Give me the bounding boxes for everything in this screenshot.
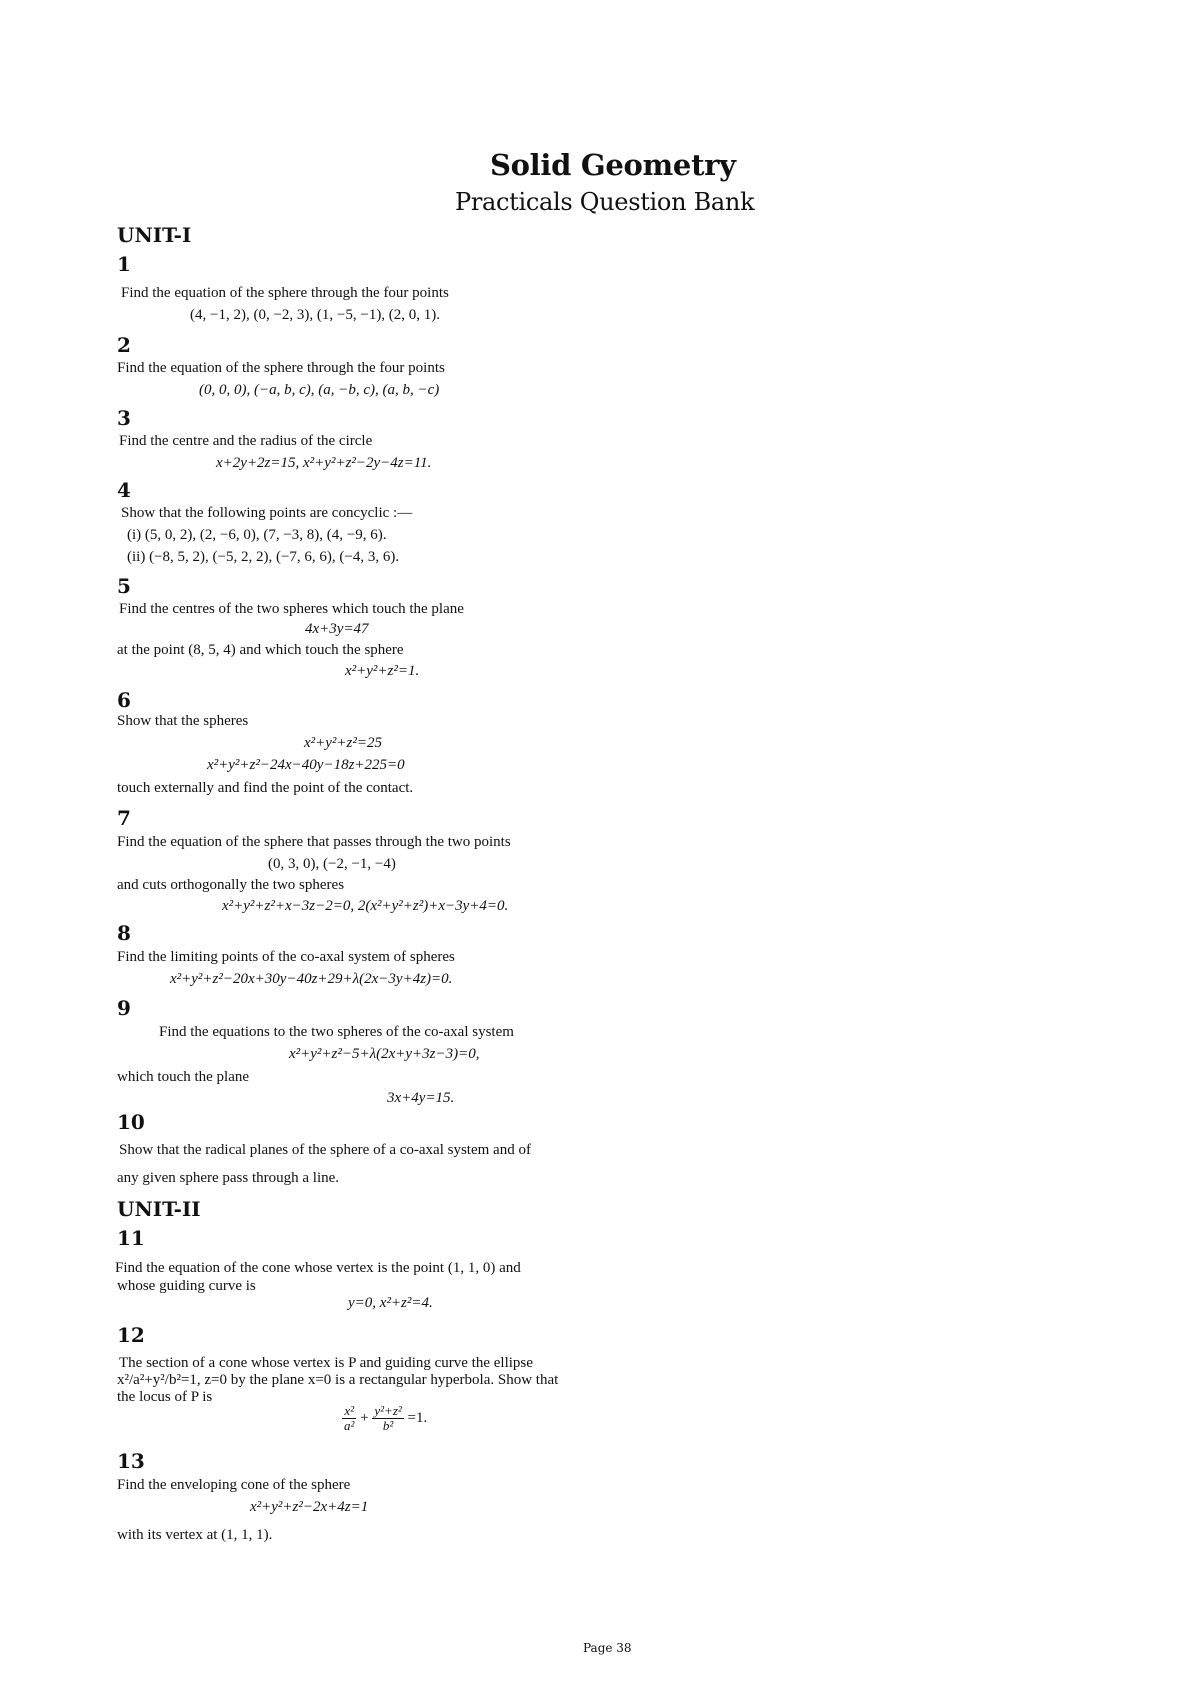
question-number: 11 (117, 1226, 145, 1250)
question-text: any given sphere pass through a line. (117, 1170, 340, 1186)
question-text: touch externally and find the point of the contact. (117, 780, 414, 796)
question-text: Show that the following points are concyclic :— (121, 505, 413, 521)
fraction-yz-over-b: $\frac{\text{y²+z²}}{\text{b²}}$ (374, 1403, 402, 1433)
question-text: Show that the radical planes of the sphere of a co-axal system and of (119, 1142, 531, 1158)
question-math: 4x+3y=47 (305, 621, 369, 637)
page-subtitle: Practicals Question Bank (455, 188, 755, 216)
question-math: x²+y²+z²−20x+30y−40z+29+λ(2x−3y+4z)=0. (170, 971, 453, 987)
page-title: Solid Geometry (490, 148, 736, 182)
question-math: x+2y+2z=15, x²+y²+z²−2y−4z=11. (216, 455, 432, 471)
question-text: at the point (8, 5, 4) and which touch the sphere (117, 642, 404, 658)
question-number: 5 (117, 574, 131, 598)
question-math: (ii) (−8, 5, 2), (−5, 2, 2), (−7, 6, 6), (−4, 3, 6). (127, 549, 400, 565)
question-text: Find the equations to the two spheres of the co-axal system (159, 1024, 514, 1040)
question-text: whose guiding curve is (117, 1278, 256, 1294)
question-math: (i) (5, 0, 2), (2, −6, 0), (7, −3, 8), (4, −9, 6). (127, 527, 387, 543)
question-math: (4, −1, 2), (0, −2, 3), (1, −5, −1), (2, 0, 1). (190, 307, 441, 323)
question-text: Find the equation of the cone whose vertex is the point (1, 1, 0) and (115, 1260, 521, 1276)
question-number: 6 (117, 688, 131, 712)
question-text: Find the equation of the sphere through the four points (121, 285, 449, 301)
question-number: 12 (117, 1323, 145, 1347)
unit-heading: UNIT-II (117, 1197, 201, 1221)
question-text: Show that the spheres (117, 713, 249, 729)
question-text: Find the equation of the sphere that passes through the two points (117, 834, 511, 850)
question-text: x²/a²+y²/b²=1, z=0 by the plane x=0 is a rectangular hyperbola. Show that (117, 1372, 559, 1388)
question-math: (0, 0, 0), (−a, b, c), (a, −b, c), (a, b, −c) (199, 382, 440, 398)
question-number: 7 (117, 806, 131, 830)
question-number: 9 (117, 996, 131, 1020)
question-math: x²+y²+z²=1. (345, 663, 420, 679)
question-text: and cuts orthogonally the two spheres (117, 877, 345, 893)
question-math: y=0, x²+z²=4. (348, 1295, 433, 1311)
question-text: Find the centres of the two spheres which touch the plane (119, 601, 464, 617)
question-math: x²+y²+z²−24x−40y−18z+225=0 (207, 757, 405, 773)
question-math: (0, 3, 0), (−2, −1, −4) (268, 856, 396, 872)
question-math: x²+y²+z²−5+λ(2x+y+3z−3)=0, (289, 1046, 480, 1062)
question-text: The section of a cone whose vertex is P and guiding curve the ellipse (119, 1355, 533, 1371)
question-number: 3 (117, 406, 131, 430)
page-number: Page 38 (583, 1641, 632, 1655)
question-number: 4 (117, 478, 131, 502)
question-math: x²+y²+z²+x−3z−2=0, 2(x²+y²+z²)+x−3y+4=0. (222, 898, 509, 914)
question-number: 13 (117, 1449, 145, 1473)
question-text: Find the enveloping cone of the sphere (117, 1477, 351, 1493)
question-number: 1 (117, 252, 131, 276)
question-number: 8 (117, 921, 131, 945)
question-math: 3x+4y=15. (387, 1090, 455, 1106)
question-number: 10 (117, 1110, 145, 1134)
unit-heading: UNIT-I (117, 223, 192, 247)
locus-equation: $\frac{\text{x²}}{\text{a²}}$ + $\frac{\text{y²+z²}}{\text{b²}}$ =1. (344, 1403, 428, 1433)
fraction-x-over-a: $\frac{\text{x²}}{\text{a²}}$ (344, 1403, 355, 1433)
question-text: which touch the plane (117, 1069, 250, 1085)
question-math: x²+y²+z²=25 (304, 735, 383, 751)
question-text: Find the limiting points of the co-axal system of spheres (117, 949, 455, 965)
question-number: 2 (117, 333, 131, 357)
question-text: Find the centre and the radius of the circle (119, 433, 373, 449)
question-text: with its vertex at (1, 1, 1). (117, 1527, 273, 1543)
question-text: Find the equation of the sphere through the four points (117, 360, 445, 376)
question-text: the locus of P is (117, 1389, 213, 1405)
question-math: x²+y²+z²−2x+4z=1 (250, 1499, 369, 1515)
